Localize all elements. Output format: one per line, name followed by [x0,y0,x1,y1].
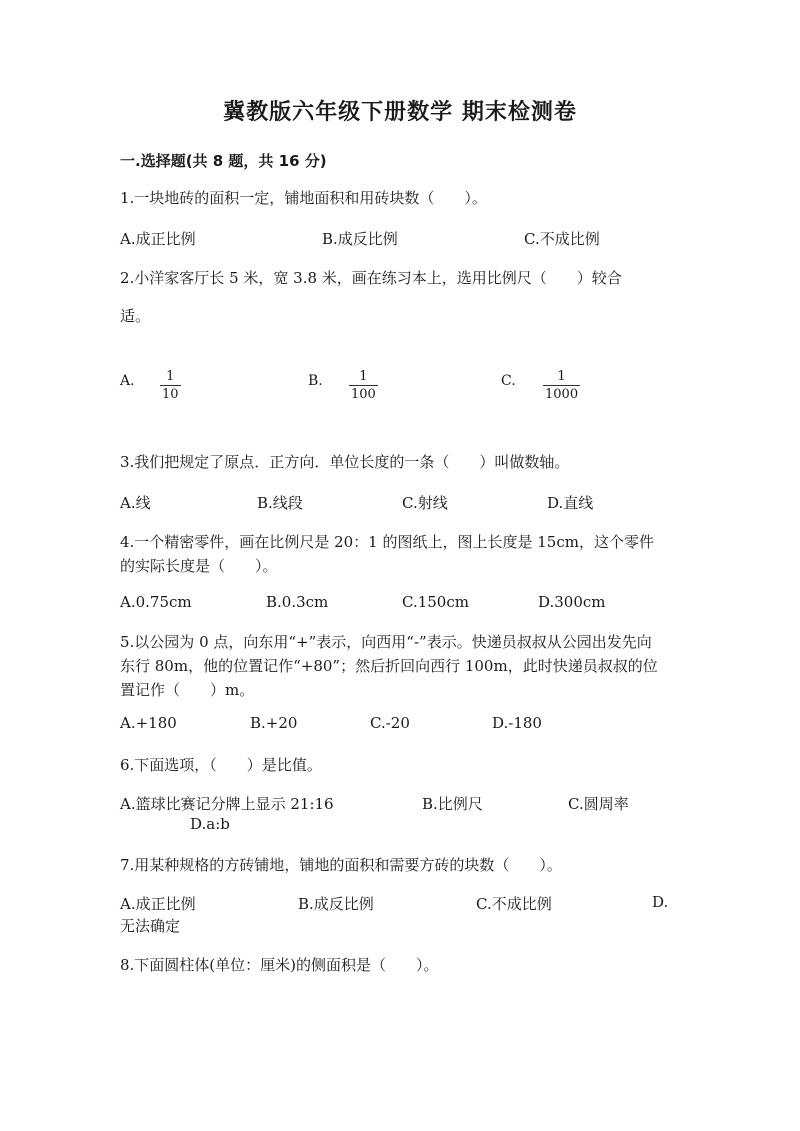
q3-option-d[interactable]: D.直线 [547,494,594,512]
q2-option-a-fraction [160,369,181,402]
question-7: 7.用某种规格的方砖铺地，铺地的面积和需要方砖的块数（ ）。 [120,856,562,874]
q7-option-d[interactable]: D. [652,893,669,911]
q1-option-b[interactable]: B.成反比例 [322,230,398,248]
question-5: 5.以公园为 0 点，向东用“+”表示，向西用“-”表示。快递员叔叔从公园出发先向东行 80m，他的位置记作“+80”；然后折回向西行 100m，此时快递员叔叔的位置记作（ ）m。 [120,633,658,699]
q4-option-a[interactable]: A.0.75cm [120,593,192,611]
question-3: 3.我们把规定了原点．正方向．单位长度的一条（ ）叫做数轴。 [120,453,570,471]
q3-option-c[interactable]: C.射线 [402,494,448,512]
q7-option-a[interactable]: A.成正比例 [120,895,196,913]
q7-option-b[interactable]: B.成反比例 [298,895,374,913]
question-2-line2: 适。 [120,307,151,325]
q2-option-c[interactable]: C. [501,373,516,389]
q6-option-a[interactable]: A.篮球比赛记分牌上显示 21:16 [120,795,334,813]
exam-title: 冀教版六年级下册数学 期末检测卷 [223,100,577,125]
fraction-bar [349,385,378,386]
q6-option-b[interactable]: B.比例尺 [422,795,483,813]
q2-option-c-fraction [543,369,580,402]
q7-option-d-text: 无法确定 [120,917,181,935]
q4-option-c[interactable]: C.150cm [402,593,469,611]
q6-option-d[interactable]: D.a:b [190,815,230,833]
q7-option-c[interactable]: C.不成比例 [476,895,552,913]
fraction-denominator: 100 [351,387,376,402]
fraction-numerator: 1 [557,369,566,384]
question-4: 4.一个精密零件，画在比例尺是 20：1 的图纸上，图上长度是 15cm，这个零件的实际长度是（ ）。 [120,533,654,575]
q2-option-a[interactable]: A. [120,373,135,389]
q2-option-b-fraction [349,369,378,402]
question-1: 1.一块地砖的面积一定，铺地面积和用砖块数（ ）。 [120,189,487,207]
q5-option-b[interactable]: B.+20 [250,714,298,732]
q3-option-a[interactable]: A.线 [120,494,151,512]
q3-option-b[interactable]: B.线段 [257,494,303,512]
fraction-bar [543,385,580,386]
fraction-numerator: 1 [359,369,368,384]
question-2-line1: 2.小洋家客厅长 5 米，宽 3.8 米，画在练习本上，选用比例尺（ ）较合 [120,269,622,287]
q6-option-c[interactable]: C.圆周率 [568,795,629,813]
section-heading: 一.选择题(共 8 题，共 16 分) [120,152,327,170]
q1-option-a[interactable]: A.成正比例 [120,230,196,248]
fraction-numerator: 1 [166,369,175,384]
q5-option-d[interactable]: D.-180 [492,714,542,732]
q1-option-c[interactable]: C.不成比例 [524,230,600,248]
q2-option-b[interactable]: B. [308,373,323,389]
q4-option-d[interactable]: D.300cm [538,593,606,611]
fraction-denominator: 10 [162,387,179,402]
fraction-bar [160,385,181,386]
q4-option-b[interactable]: B.0.3cm [266,593,329,611]
fraction-denominator: 1000 [545,387,579,402]
q5-option-c[interactable]: C.-20 [370,714,410,732]
q5-option-a[interactable]: A.+180 [120,714,177,732]
question-8: 8.下面圆柱体(单位：厘米)的侧面积是（ ）。 [120,956,439,974]
question-6: 6.下面选项，（ ）是比值。 [120,756,322,774]
